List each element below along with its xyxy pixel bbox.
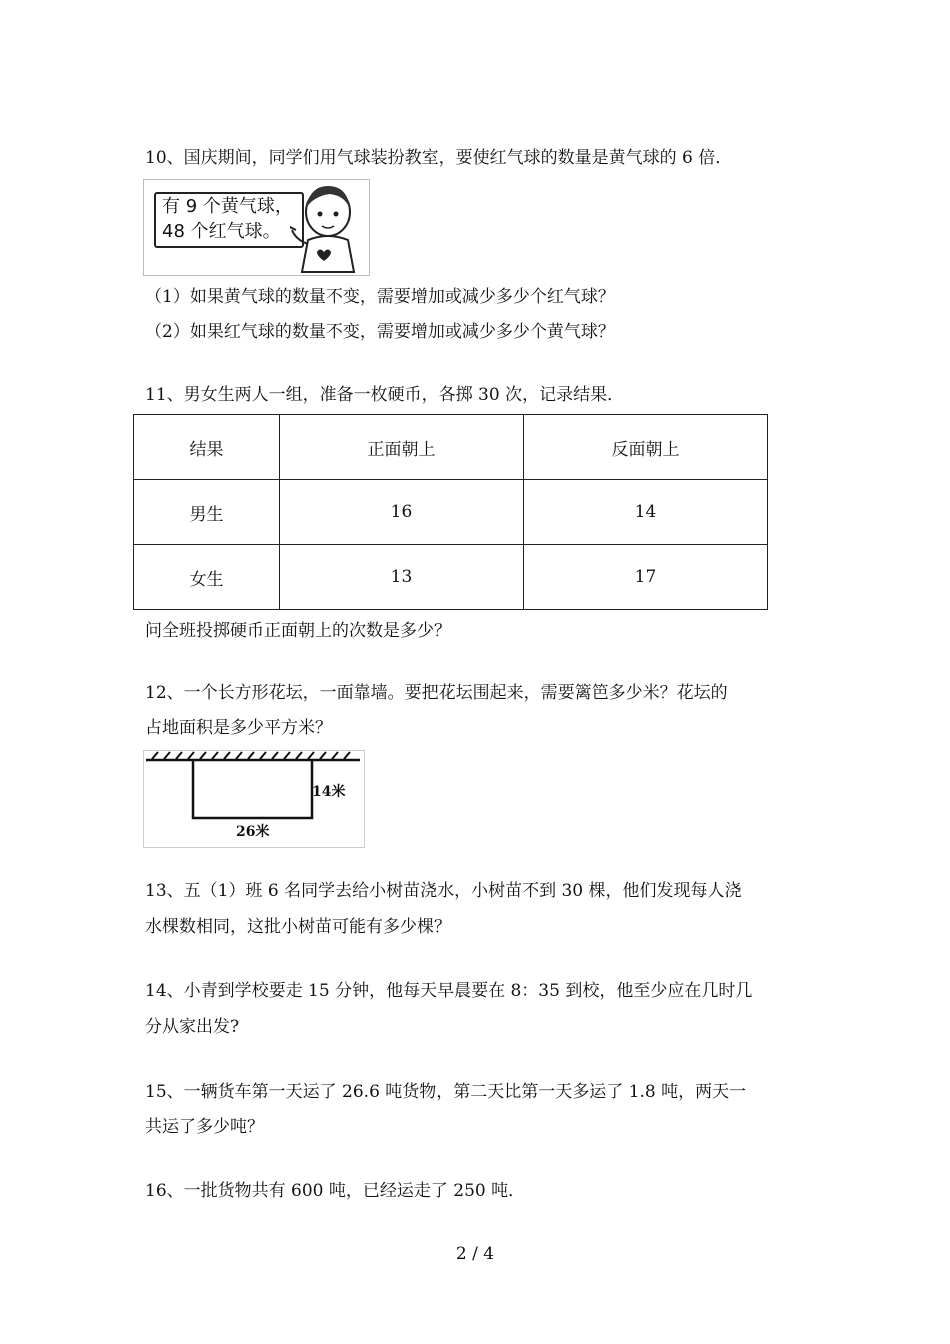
q13-line1: 13、五（1）班 6 名同学去给小树苗浇水，小树苗不到 30 棵，他们发现每人浇 xyxy=(145,881,742,901)
speech-line-2: 48 个红气球。 xyxy=(162,221,281,242)
girl-icon xyxy=(290,180,368,274)
q13-line2: 水棵数相同，这批小树苗可能有多少棵？ xyxy=(145,917,451,937)
table-row xyxy=(134,545,768,610)
q16-text: 16、一批货物共有 600 吨，已经运走了 250 吨． xyxy=(145,1181,526,1201)
table-header-cell: 结果 xyxy=(134,415,280,480)
q14-line2: 分从家出发? xyxy=(145,1017,240,1037)
q15-line1: 15、一辆货车第一天运了 26.6 吨货物，第二天比第一天多运了 1.8 吨，两天一 xyxy=(145,1082,747,1102)
q10-sub2: （2）如果红气球的数量不变，需要增加或减少多少个黄气球？ xyxy=(145,322,615,342)
q10-sub1: （1）如果黄气球的数量不变，需要增加或减少多少个红气球？ xyxy=(145,287,615,307)
q11-text: 11、男女生两人一组，准备一枚硬币，各掷 30 次，记录结果． xyxy=(145,385,625,405)
table-header-row xyxy=(134,415,768,480)
speech-line-1: 有 9 个黄气球， xyxy=(162,196,293,217)
q15-line2: 共运了多少吨？ xyxy=(145,1117,264,1137)
q11-question: 问全班投掷硬币正面朝上的次数是多少？ xyxy=(145,621,451,641)
table-cell: 13 xyxy=(280,545,524,610)
q12-line1: 12、一个长方形花坛，一面靠墙。要把花坛围起来，需要篱笆多少米？花坛的 xyxy=(145,683,728,703)
q10-text: 10、国庆期间，同学们用气球装扮教室，要使红气球的数量是黄气球的 6 倍． xyxy=(145,148,733,168)
coin-toss-table xyxy=(133,414,768,610)
q14-line1: 14、小青到学校要走 15 分钟，他每天早晨要在 8：35 到校，他至少应在几时几 xyxy=(145,981,753,1001)
q10-illustration xyxy=(143,179,370,276)
table-cell: 17 xyxy=(524,545,768,610)
width-label: 14米 xyxy=(312,784,346,800)
length-label: 26米 xyxy=(236,824,270,840)
table-row xyxy=(134,480,768,545)
table-header-cell: 正面朝上 xyxy=(280,415,524,480)
table-header-cell: 反面朝上 xyxy=(524,415,768,480)
q12-line2: 占地面积是多少平方米？ xyxy=(145,718,332,738)
table-cell: 16 xyxy=(280,480,524,545)
table-cell: 女生 xyxy=(134,545,280,610)
table-cell: 14 xyxy=(524,480,768,545)
page-number: 2 / 4 xyxy=(455,1244,495,1264)
table-cell: 男生 xyxy=(134,480,280,545)
flowerbed-diagram xyxy=(143,750,365,848)
speech-bubble xyxy=(154,192,304,248)
